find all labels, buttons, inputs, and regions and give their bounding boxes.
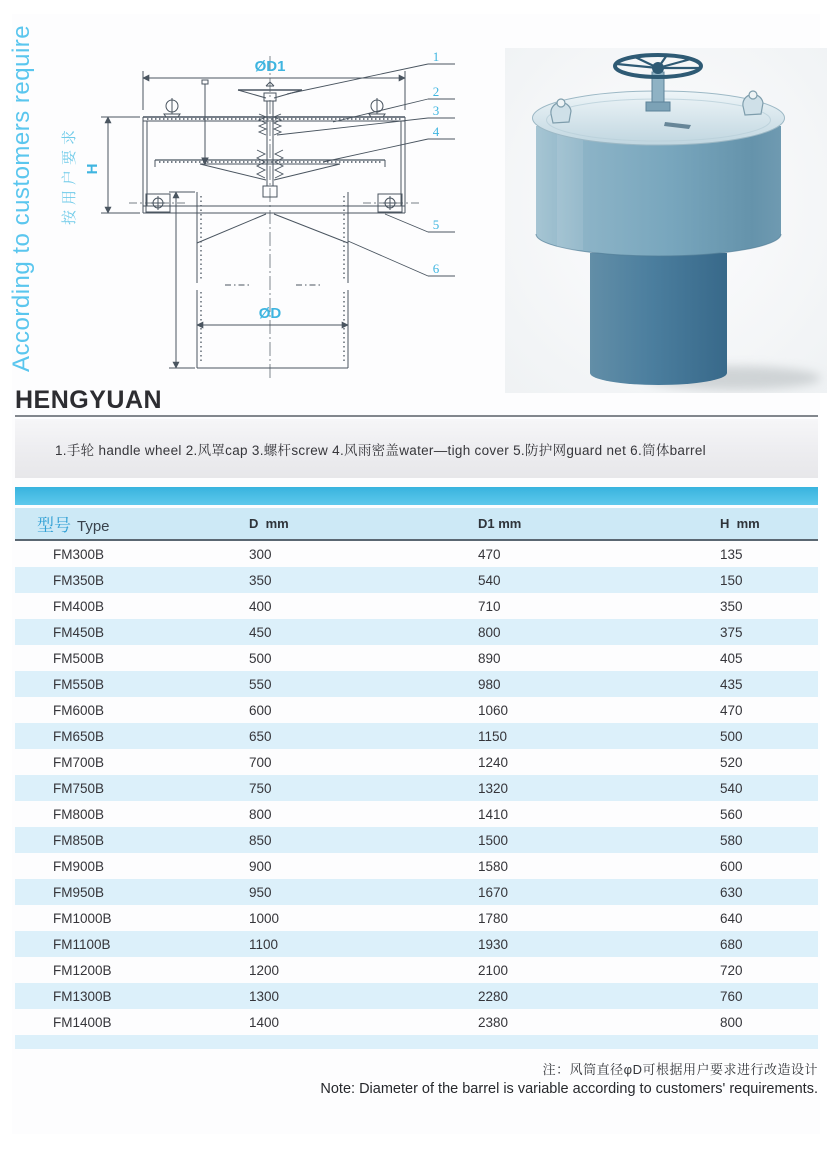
col-header-d: D mm xyxy=(249,516,289,531)
dim-label-d1: ØD1 xyxy=(254,58,286,75)
table-header-row xyxy=(15,508,818,541)
dim-label-h: H xyxy=(84,163,101,175)
cell-h: 540 xyxy=(720,780,743,796)
cell-h: 560 xyxy=(720,806,743,822)
cell-h: 720 xyxy=(720,962,743,978)
cell-d: 400 xyxy=(249,598,272,614)
table-row xyxy=(15,931,818,957)
brand-divider xyxy=(15,415,818,417)
table-row xyxy=(15,567,818,593)
table-row xyxy=(15,957,818,983)
callout-3: 3 xyxy=(432,103,440,118)
cell-d1: 1500 xyxy=(478,832,509,848)
table-row xyxy=(15,749,818,775)
cell-d: 1000 xyxy=(249,910,280,926)
table-row xyxy=(15,983,818,1009)
table-row xyxy=(15,671,818,697)
cell-type: FM1100B xyxy=(53,936,111,952)
note-english: Note: Diameter of the barrel is variable according to customers' requirements. xyxy=(320,1081,818,1097)
cell-d1: 980 xyxy=(478,676,501,692)
table-row xyxy=(15,541,818,567)
table-row xyxy=(15,645,818,671)
cell-d: 900 xyxy=(249,858,272,874)
cell-type: FM400B xyxy=(53,598,105,614)
cell-d1: 890 xyxy=(478,650,501,666)
col-header-h: H mm xyxy=(720,516,760,531)
parts-legend-band xyxy=(15,419,818,478)
cell-d1: 1670 xyxy=(478,884,509,900)
callout-1: 1 xyxy=(432,49,440,64)
col-header-type-en: Type xyxy=(77,518,110,535)
cell-h: 600 xyxy=(720,858,743,874)
cell-d: 600 xyxy=(249,702,272,718)
drawing-lines xyxy=(101,56,419,380)
callout-4: 4 xyxy=(432,124,440,139)
table-top-band xyxy=(15,487,818,505)
cell-h: 435 xyxy=(720,676,743,692)
side-text-english: According to customers require xyxy=(8,24,35,372)
cell-d: 300 xyxy=(249,546,272,562)
cell-d1: 470 xyxy=(478,546,501,562)
cell-d1: 1240 xyxy=(478,754,509,770)
cell-d: 500 xyxy=(249,650,272,666)
cell-d: 550 xyxy=(249,676,272,692)
table-row xyxy=(15,593,818,619)
cell-d1: 540 xyxy=(478,572,501,588)
table-row xyxy=(15,801,818,827)
cell-type: FM650B xyxy=(53,728,105,744)
cell-h: 405 xyxy=(720,650,743,666)
cell-type: FM800B xyxy=(53,806,105,822)
ventilator-barrel xyxy=(590,253,727,385)
table-row xyxy=(15,775,818,801)
note-chinese: 注：风筒直径φD可根据用户要求进行改造设计 xyxy=(542,1062,818,1077)
cell-type: FM550B xyxy=(53,676,105,692)
callout-2: 2 xyxy=(432,84,440,99)
cell-type: FM900B xyxy=(53,858,105,874)
cell-h: 800 xyxy=(720,1014,743,1030)
callout-6: 6 xyxy=(432,261,440,276)
table-row xyxy=(15,853,818,879)
product-photo xyxy=(505,48,827,393)
table-row xyxy=(15,827,818,853)
cell-d1: 1580 xyxy=(478,858,509,874)
cell-d1: 1780 xyxy=(478,910,509,926)
cell-d: 1400 xyxy=(249,1014,280,1030)
cell-d1: 2100 xyxy=(478,962,509,978)
col-header-d1: D1 mm xyxy=(478,516,522,531)
cell-d: 800 xyxy=(249,806,272,822)
cell-h: 580 xyxy=(720,832,743,848)
cell-d1: 1930 xyxy=(478,936,509,952)
cell-d: 1200 xyxy=(249,962,280,978)
callout-numbers xyxy=(433,49,440,276)
cell-type: FM700B xyxy=(53,754,105,770)
cell-h: 640 xyxy=(720,910,743,926)
parts-legend-text: 1.手轮 handle wheel 2.风罩cap 3.螺杆screw 4.风雨密盖water—tigh cover 5.防护网guard net 6.筒体barrel xyxy=(55,442,706,458)
col-header-type xyxy=(15,511,225,536)
cell-h: 520 xyxy=(720,754,743,770)
cell-type: FM1300B xyxy=(53,988,112,1004)
cell-h: 375 xyxy=(720,624,743,640)
cell-type: FM1000B xyxy=(53,910,112,926)
cell-type: FM450B xyxy=(53,624,105,640)
cell-d1: 2380 xyxy=(478,1014,509,1030)
table-row xyxy=(15,697,818,723)
cell-d1: 1410 xyxy=(478,806,509,822)
brand-title: HENGYUAN xyxy=(15,386,163,414)
cell-type: FM750B xyxy=(53,780,105,796)
cell-d: 750 xyxy=(249,780,272,796)
cell-h: 470 xyxy=(720,702,743,718)
table-row xyxy=(15,1009,818,1035)
dimension-labels xyxy=(84,58,285,322)
cell-type: FM1400B xyxy=(53,1014,112,1030)
side-text-chinese: 按用户要求 xyxy=(61,124,78,225)
cell-d1: 800 xyxy=(478,624,501,640)
table-row xyxy=(15,905,818,931)
footnotes xyxy=(320,1059,818,1097)
cell-d: 1100 xyxy=(249,936,279,952)
cell-h: 350 xyxy=(720,598,743,614)
table-row xyxy=(15,619,818,645)
cell-h: 630 xyxy=(720,884,743,900)
cell-type: FM600B xyxy=(53,702,105,718)
cell-d: 1300 xyxy=(249,988,280,1004)
technical-drawing-diagram xyxy=(35,38,495,390)
cell-type: FM300B xyxy=(53,546,105,562)
cell-type: FM950B xyxy=(53,884,105,900)
cell-d1: 710 xyxy=(478,598,501,614)
cell-d1: 1060 xyxy=(478,702,509,718)
cell-d: 650 xyxy=(249,728,272,744)
cell-d: 950 xyxy=(249,884,272,900)
cell-d: 700 xyxy=(249,754,272,770)
callout-leader-lines xyxy=(277,64,455,276)
table-empty-row xyxy=(15,1035,818,1049)
spec-table xyxy=(15,487,818,1049)
table-row xyxy=(15,879,818,905)
cell-type: FM850B xyxy=(53,832,105,848)
cell-type: FM1200B xyxy=(53,962,112,978)
cell-h: 500 xyxy=(720,728,743,744)
cell-d1: 2280 xyxy=(478,988,509,1004)
cell-h: 680 xyxy=(720,936,743,952)
cell-d: 450 xyxy=(249,624,272,640)
table-body xyxy=(15,541,818,1035)
cell-type: FM350B xyxy=(53,572,105,588)
cell-d1: 1150 xyxy=(478,728,508,744)
cell-d: 350 xyxy=(249,572,272,588)
cell-h: 760 xyxy=(720,988,743,1004)
dim-label-d: ØD xyxy=(258,305,282,322)
cell-h: 150 xyxy=(720,572,743,588)
table-row xyxy=(15,723,818,749)
cell-d: 850 xyxy=(249,832,272,848)
cell-d1: 1320 xyxy=(478,780,509,796)
callout-5: 5 xyxy=(432,217,440,232)
col-header-type-cn: 型号 xyxy=(37,516,71,535)
cell-h: 135 xyxy=(720,546,743,562)
cell-type: FM500B xyxy=(53,650,105,666)
